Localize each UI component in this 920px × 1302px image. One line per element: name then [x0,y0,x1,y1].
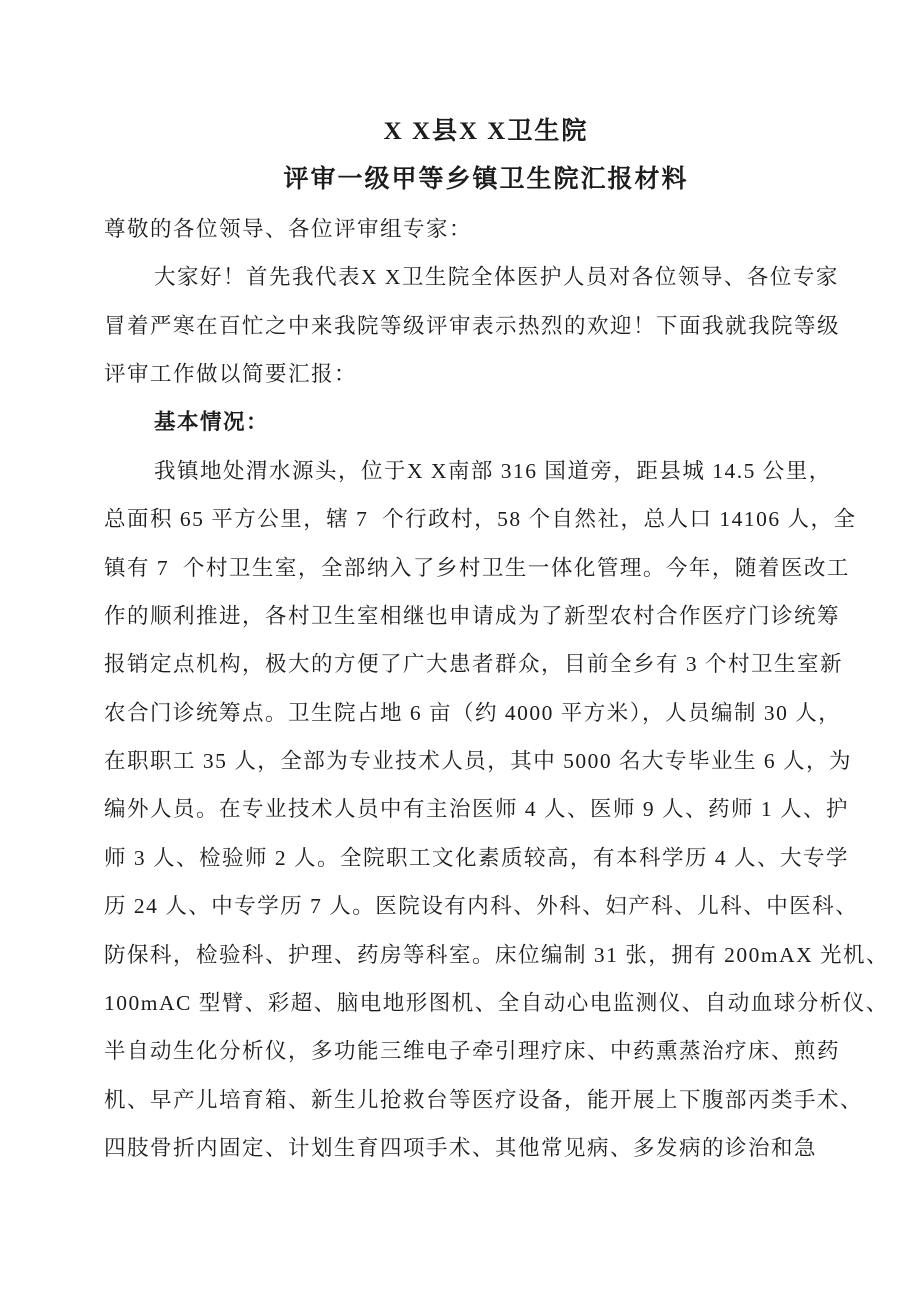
body-paragraph-line: 半自动生化分析仪，多功能三维电子牵引理疗床、中药熏蒸治疗床、煎药 [104,1039,841,1064]
body-paragraph-line: 我镇地处渭水源头，位于X X南部 316 国道旁，距县城 14.5 公里， [154,458,832,483]
body-paragraph-line: 作的顺利推进，各村卫生室相继也申请成为了新型农村合作医疗门诊统筹 [104,603,841,628]
body-paragraph-line: 在职职工 35 人，全部为专业技术人员，其中 5000 名大专毕业生 6 人，为 [104,749,853,774]
body-paragraph-line: 100mAC 型臂、彩超、脑电地形图机、全自动心电监测仪、自动血球分析仪、 [104,991,889,1016]
body-paragraph-line: 总面积 65 平方公里，辖 7 个行政村，58 个自然社，总人口 14106 人，全 [104,507,857,532]
document-body [104,108,890,1173]
intro-paragraph-line: 冒着严寒在百忙之中来我院等级评审表示热烈的欢迎！下面我就我院等级 [104,313,841,338]
body-paragraph-line: 历 24 人、中专学历 7 人。医院设有内科、外科、妇产科、儿科、中医科、 [104,894,859,919]
doc-title: X X县X X卫生院 [383,118,589,145]
doc-subtitle: 评审一级甲等乡镇卫生院汇报材料 [283,166,689,194]
body-paragraph-line: 镇有 7 个村卫生室，全部纳入了乡村卫生一体化管理。今年，随着医改工 [104,555,850,580]
body-paragraph-line: 编外人员。在专业技术人员中有主治医师 4 人、医师 9 人、药师 1 人、护 [104,797,850,822]
intro-paragraph-line: 评审工作做以简要汇报： [104,361,358,386]
body-paragraph-line: 防保科，检验科、护理、药房等科室。床位编制 31 张，拥有 200mAX 光机、 [104,942,890,967]
salutation-line: 尊敬的各位领导、各位评审组专家： [104,216,473,241]
body-paragraph-line: 农合门诊统筹点。卫生院占地 6 亩（约 4000 平方米），人员编制 30 人， [104,700,842,725]
body-paragraph-line: 师 3 人、检验师 2 人。全院职工文化素质较高，有本科学历 4 人、大专学 [104,845,850,870]
body-paragraph-line: 机、早产儿培育箱、新生儿抢救台等医疗设备，能开展上下腹部丙类手术、 [104,1087,864,1112]
section-heading: 基本情况： [154,410,270,435]
intro-paragraph-line: 大家好！首先我代表X X卫生院全体医护人员对各位领导、各位专家 [154,265,839,290]
body-paragraph-line: 四肢骨折内固定、计划生育四项手术、其他常见病、多发病的诊治和急 [104,1136,818,1161]
body-paragraph-line: 报销定点机构，极大的方便了广大患者群众，目前全乡有 3 个村卫生室新 [104,652,844,677]
